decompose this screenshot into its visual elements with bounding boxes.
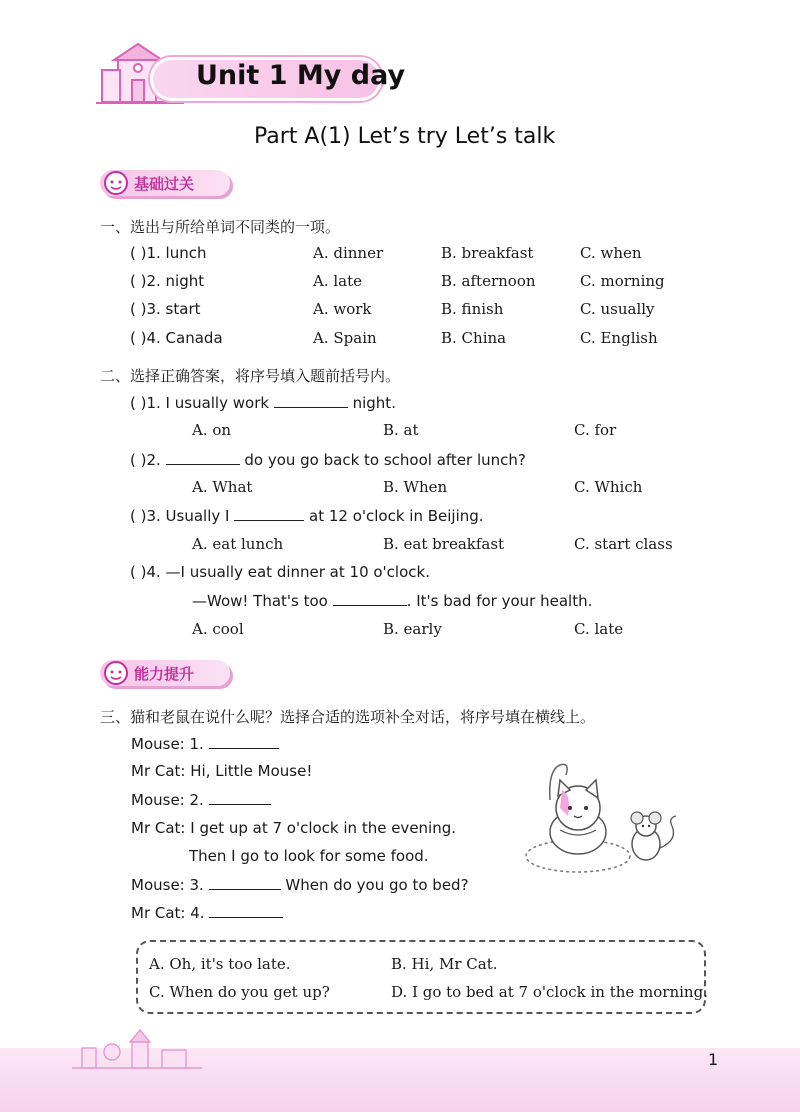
unit-title: Unit 1 My day bbox=[196, 60, 406, 91]
q1-heading: 一、选出与所给单词不同类的一项。 bbox=[100, 218, 341, 236]
option-d: D. I go to bed at 7 o'clock in the morning. bbox=[391, 983, 708, 1001]
q2-item-4-c: C. late bbox=[574, 620, 624, 638]
q2-item-1-a: A. on bbox=[192, 421, 232, 439]
q1-item-2-b: B. afternoon bbox=[441, 272, 536, 290]
q3-heading: 三、猫和老鼠在说什么呢？选择合适的选项补全对话，将序号填在横线上。 bbox=[100, 708, 596, 726]
q1-item-2-a: A. late bbox=[313, 272, 363, 290]
options-box bbox=[136, 940, 706, 1014]
dialog-tail: When do you go to bed? bbox=[285, 876, 469, 894]
dialog-line-5: Then I go to look for some food. bbox=[189, 847, 429, 865]
q1-item-4-b: B. China bbox=[441, 329, 507, 347]
q2-item-2-post: do you go back to school after lunch? bbox=[244, 451, 526, 469]
q2-item-1-b: B. at bbox=[383, 421, 419, 439]
q2-item-4-line2-pre: —Wow! That's too bbox=[192, 592, 328, 610]
part-title: Part A(1) Let’s try Let’s talk bbox=[254, 124, 556, 149]
q2-item-4-a: A. cool bbox=[192, 620, 244, 638]
section-label-basic: 基础过关 bbox=[134, 175, 195, 193]
option-b: B. Hi, Mr Cat. bbox=[391, 955, 498, 973]
q2-item-3 bbox=[130, 506, 484, 525]
q2-item-3-a: A. eat lunch bbox=[192, 535, 284, 553]
answer-blank[interactable] bbox=[234, 506, 304, 521]
q1-item-1-c: C. when bbox=[580, 244, 642, 262]
q1-item-1-b: B. breakfast bbox=[441, 244, 534, 262]
q1-item-1: ( )1. lunch bbox=[130, 244, 207, 262]
town-decoration-icon bbox=[72, 1026, 202, 1070]
dialog-line-7 bbox=[131, 903, 283, 922]
q2-item-2 bbox=[130, 450, 526, 469]
answer-blank[interactable] bbox=[274, 393, 348, 408]
q1-item-3-a: A. work bbox=[313, 300, 372, 318]
q2-item-2-c: C. Which bbox=[574, 478, 643, 496]
q1-item-4-c: C. English bbox=[580, 329, 658, 347]
kid-face-icon bbox=[102, 168, 130, 196]
q1-item-2-c: C. morning bbox=[580, 272, 665, 290]
q2-item-1-c: C. for bbox=[574, 421, 617, 439]
q2-item-4-line2 bbox=[192, 591, 592, 610]
section-tag-ability bbox=[100, 660, 230, 686]
section-tag-basic bbox=[100, 170, 230, 196]
dialog-line-4: Mr Cat: I get up at 7 o'clock in the evening. bbox=[131, 819, 457, 837]
q2-item-2-b: B. When bbox=[383, 478, 448, 496]
cat-and-mouse-illustration bbox=[520, 760, 690, 880]
q2-item-3-c: C. start class bbox=[574, 535, 673, 553]
answer-blank[interactable] bbox=[209, 903, 283, 918]
section-label-ability: 能力提升 bbox=[134, 665, 195, 683]
q1-item-3-c: C. usually bbox=[580, 300, 655, 318]
kid-face-icon bbox=[102, 658, 130, 686]
dialog-speaker: Mouse: 1. bbox=[131, 735, 204, 753]
dialog-line-1 bbox=[131, 734, 279, 753]
q2-heading: 二、选择正确答案，将序号填入题前括号内。 bbox=[100, 367, 401, 385]
dialog-line-3 bbox=[131, 790, 271, 809]
option-c: C. When do you get up? bbox=[149, 983, 330, 1001]
q1-item-3: ( )3. start bbox=[130, 300, 201, 318]
option-a: A. Oh, it's too late. bbox=[149, 955, 291, 973]
dialog-speaker: Mouse: 2. bbox=[131, 791, 204, 809]
q1-item-1-a: A. dinner bbox=[313, 244, 384, 262]
answer-blank[interactable] bbox=[209, 734, 279, 749]
q1-item-3-b: B. finish bbox=[441, 300, 504, 318]
dialog-line-6 bbox=[131, 875, 469, 894]
dialog-speaker: Mouse: 3. bbox=[131, 876, 204, 894]
q2-item-4: ( )4. —I usually eat dinner at 10 o'clock. bbox=[130, 563, 430, 581]
q1-item-2: ( )2. night bbox=[130, 272, 205, 290]
q1-item-4: ( )4. Canada bbox=[130, 329, 223, 347]
q2-item-2-a: A. What bbox=[192, 478, 253, 496]
q2-item-3-b: B. eat breakfast bbox=[383, 535, 505, 553]
q2-item-3-pre: ( )3. Usually I bbox=[130, 507, 230, 525]
dialog-speaker: Mr Cat: 4. bbox=[131, 904, 205, 922]
q1-item-4-a: A. Spain bbox=[313, 329, 377, 347]
q2-item-3-post: at 12 o'clock in Beijing. bbox=[309, 507, 484, 525]
answer-blank[interactable] bbox=[333, 591, 407, 606]
answer-blank[interactable] bbox=[209, 875, 281, 890]
q2-item-1 bbox=[130, 393, 396, 412]
dialog-line-2: Mr Cat: Hi, Little Mouse! bbox=[131, 762, 313, 780]
q2-item-1-pre: ( )1. I usually work bbox=[130, 394, 270, 412]
q2-item-1-post: night. bbox=[352, 394, 396, 412]
q2-item-4-line2-post: . It's bad for your health. bbox=[406, 592, 593, 610]
q2-item-2-pre: ( )2. bbox=[130, 451, 161, 469]
page-number: 1 bbox=[708, 1050, 719, 1069]
answer-blank[interactable] bbox=[166, 450, 240, 465]
answer-blank[interactable] bbox=[209, 790, 271, 805]
q2-item-4-b: B. early bbox=[383, 620, 442, 638]
